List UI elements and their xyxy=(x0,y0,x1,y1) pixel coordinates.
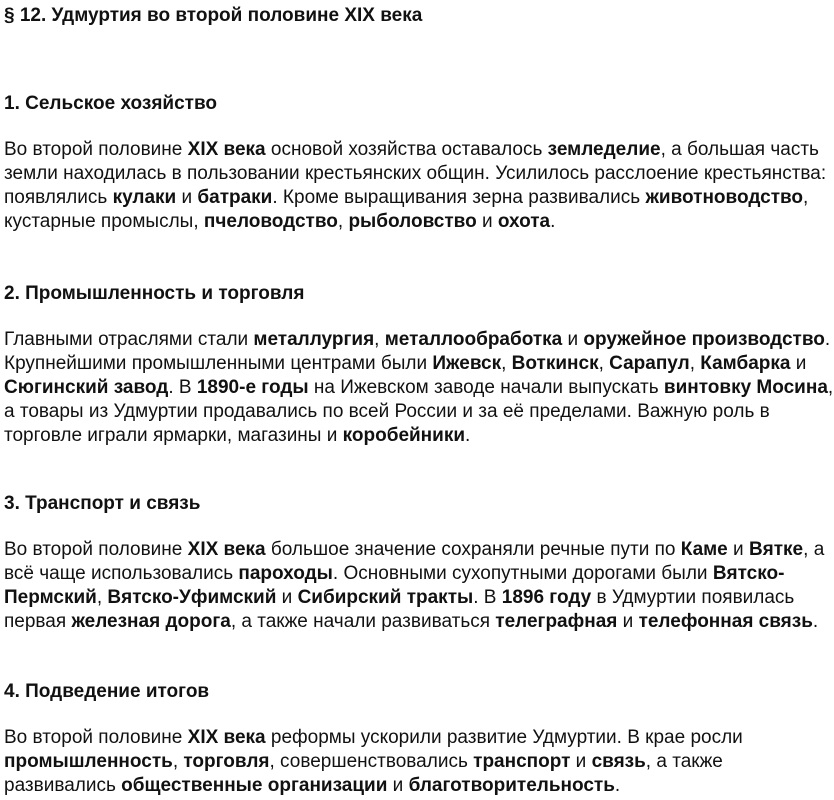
paragraph-text: . xyxy=(614,775,621,796)
section-heading-industry-trade: 2. Промышленность и торговля xyxy=(4,283,305,304)
section-heading-agriculture: 1. Сельское хозяйство xyxy=(4,93,218,114)
bold-term: транспорт xyxy=(473,751,571,772)
paragraph-text: в Удмуртии появилась первая xyxy=(4,587,795,632)
section-paragraph-agriculture xyxy=(4,138,834,234)
bold-term: общественные организации xyxy=(121,775,388,796)
paragraph-text: и xyxy=(727,539,749,560)
page-title: § 12. Удмуртия во второй половине XIX века xyxy=(4,5,423,26)
paragraph-text: . Кроме выращивания зерна развивались xyxy=(272,187,646,208)
paragraph-text: и xyxy=(276,587,298,608)
paragraph-text: , а также развивались xyxy=(4,751,723,796)
paragraph-text: Во второй половине xyxy=(4,727,188,748)
section-heading-summary: 4. Подведение итогов xyxy=(4,681,210,702)
bold-term: металлообработка xyxy=(384,329,563,350)
paragraph-text: , а большая часть земли находилась в пользовании крестьянских общин. Усилилось расслоение крестьянства: появлялись xyxy=(4,139,827,208)
bold-term: коробейники xyxy=(342,425,466,446)
bold-term: Сарапул xyxy=(609,353,690,374)
paragraph-text: и xyxy=(176,187,198,208)
paragraph-text: , xyxy=(172,751,184,772)
paragraph-text: , xyxy=(689,353,701,374)
section-paragraph-summary xyxy=(4,726,834,798)
paragraph-text: , xyxy=(501,353,512,374)
paragraph-text: . xyxy=(550,211,556,232)
paragraph-text: . xyxy=(465,425,471,446)
bold-term: торговля xyxy=(183,751,270,772)
paragraph-text: Во второй половине xyxy=(4,139,188,160)
paragraph-text: , совершенствовались xyxy=(269,751,474,772)
bold-term: батраки xyxy=(197,187,273,208)
bold-term: XIX века xyxy=(187,727,266,748)
bold-term: оружейное производство xyxy=(583,329,825,350)
bold-term: XIX века xyxy=(187,139,266,160)
bold-term: железная дорога xyxy=(71,611,231,632)
paragraph-text: и xyxy=(476,211,498,232)
paragraph-text: основой хозяйства оставалось xyxy=(265,139,548,160)
bold-term: кулаки xyxy=(112,187,177,208)
bold-term: Сибирский тракты xyxy=(297,587,474,608)
paragraph-text: , xyxy=(598,353,610,374)
paragraph-text: реформы ускорили развитие Удмуртии. В крае росли xyxy=(265,727,743,748)
bold-term: животноводство xyxy=(645,187,804,208)
bold-term: Ижевск xyxy=(432,353,502,374)
bold-term: XIX века xyxy=(187,539,266,560)
bold-term: телеграфная xyxy=(495,611,618,632)
bold-term: пароходы xyxy=(238,563,333,584)
bold-term: Сюгинский завод xyxy=(4,377,169,398)
section-paragraph-transport xyxy=(4,538,834,634)
paragraph-text: , xyxy=(374,329,385,350)
paragraph-text: , а товары из Удмуртии продавались по всей России и за её пределами. Важную роль в торговле играли ярмарки, магазины и xyxy=(4,377,834,446)
paragraph-text: , xyxy=(337,211,349,232)
paragraph-text: , xyxy=(96,587,108,608)
paragraph-text: , кустарные промыслы, xyxy=(4,187,809,232)
bold-term: 1896 году xyxy=(501,587,592,608)
bold-term: 1890-е годы xyxy=(196,377,309,398)
bold-term: Воткинск xyxy=(511,353,599,374)
bold-term: Камбарка xyxy=(700,353,791,374)
paragraph-text: Главными отраслями стали xyxy=(4,329,254,350)
paragraph-text: . xyxy=(812,611,819,632)
section-heading-transport: 3. Транспорт и связь xyxy=(4,493,201,514)
bold-term: связь xyxy=(591,751,646,772)
paragraph-text: и xyxy=(617,611,639,632)
paragraph-text: и xyxy=(562,329,584,350)
paragraph-text: и xyxy=(387,775,409,796)
paragraph-text: . В xyxy=(168,377,197,398)
paragraph-text: . В xyxy=(473,587,502,608)
bold-term: охота xyxy=(497,211,551,232)
bold-term: Каме xyxy=(680,539,728,560)
bold-term: рыболовство xyxy=(348,211,477,232)
bold-term: металлургия xyxy=(253,329,375,350)
bold-term: благотворительность xyxy=(408,775,615,796)
paragraph-text: и xyxy=(570,751,592,772)
bold-term: телефонная связь xyxy=(638,611,813,632)
paragraph-text: . Крупнейшими промышленными центрами были xyxy=(4,329,831,374)
paragraph-text: большое значение сохраняли речные пути по xyxy=(265,539,681,560)
bold-term: Вятско-Пермский xyxy=(4,563,785,608)
bold-term: земледелие xyxy=(547,139,661,160)
paragraph-text: , а всё чаще использовались xyxy=(4,539,825,584)
paragraph-text: . Основными сухопутными дорогами были xyxy=(332,563,713,584)
paragraph-text: и xyxy=(790,353,807,374)
bold-term: пчеловодство xyxy=(203,211,338,232)
paragraph-text: на Ижевском заводе начали выпускать xyxy=(308,377,664,398)
paragraph-text: Во второй половине xyxy=(4,539,188,560)
section-paragraph-industry-trade xyxy=(4,328,834,448)
paragraph-text: , а также начали развиваться xyxy=(230,611,496,632)
bold-term: винтовку Мосина xyxy=(663,377,828,398)
bold-term: промышленность xyxy=(4,751,173,772)
bold-term: Вятско-Уфимский xyxy=(107,587,277,608)
bold-term: Вятке xyxy=(748,539,804,560)
